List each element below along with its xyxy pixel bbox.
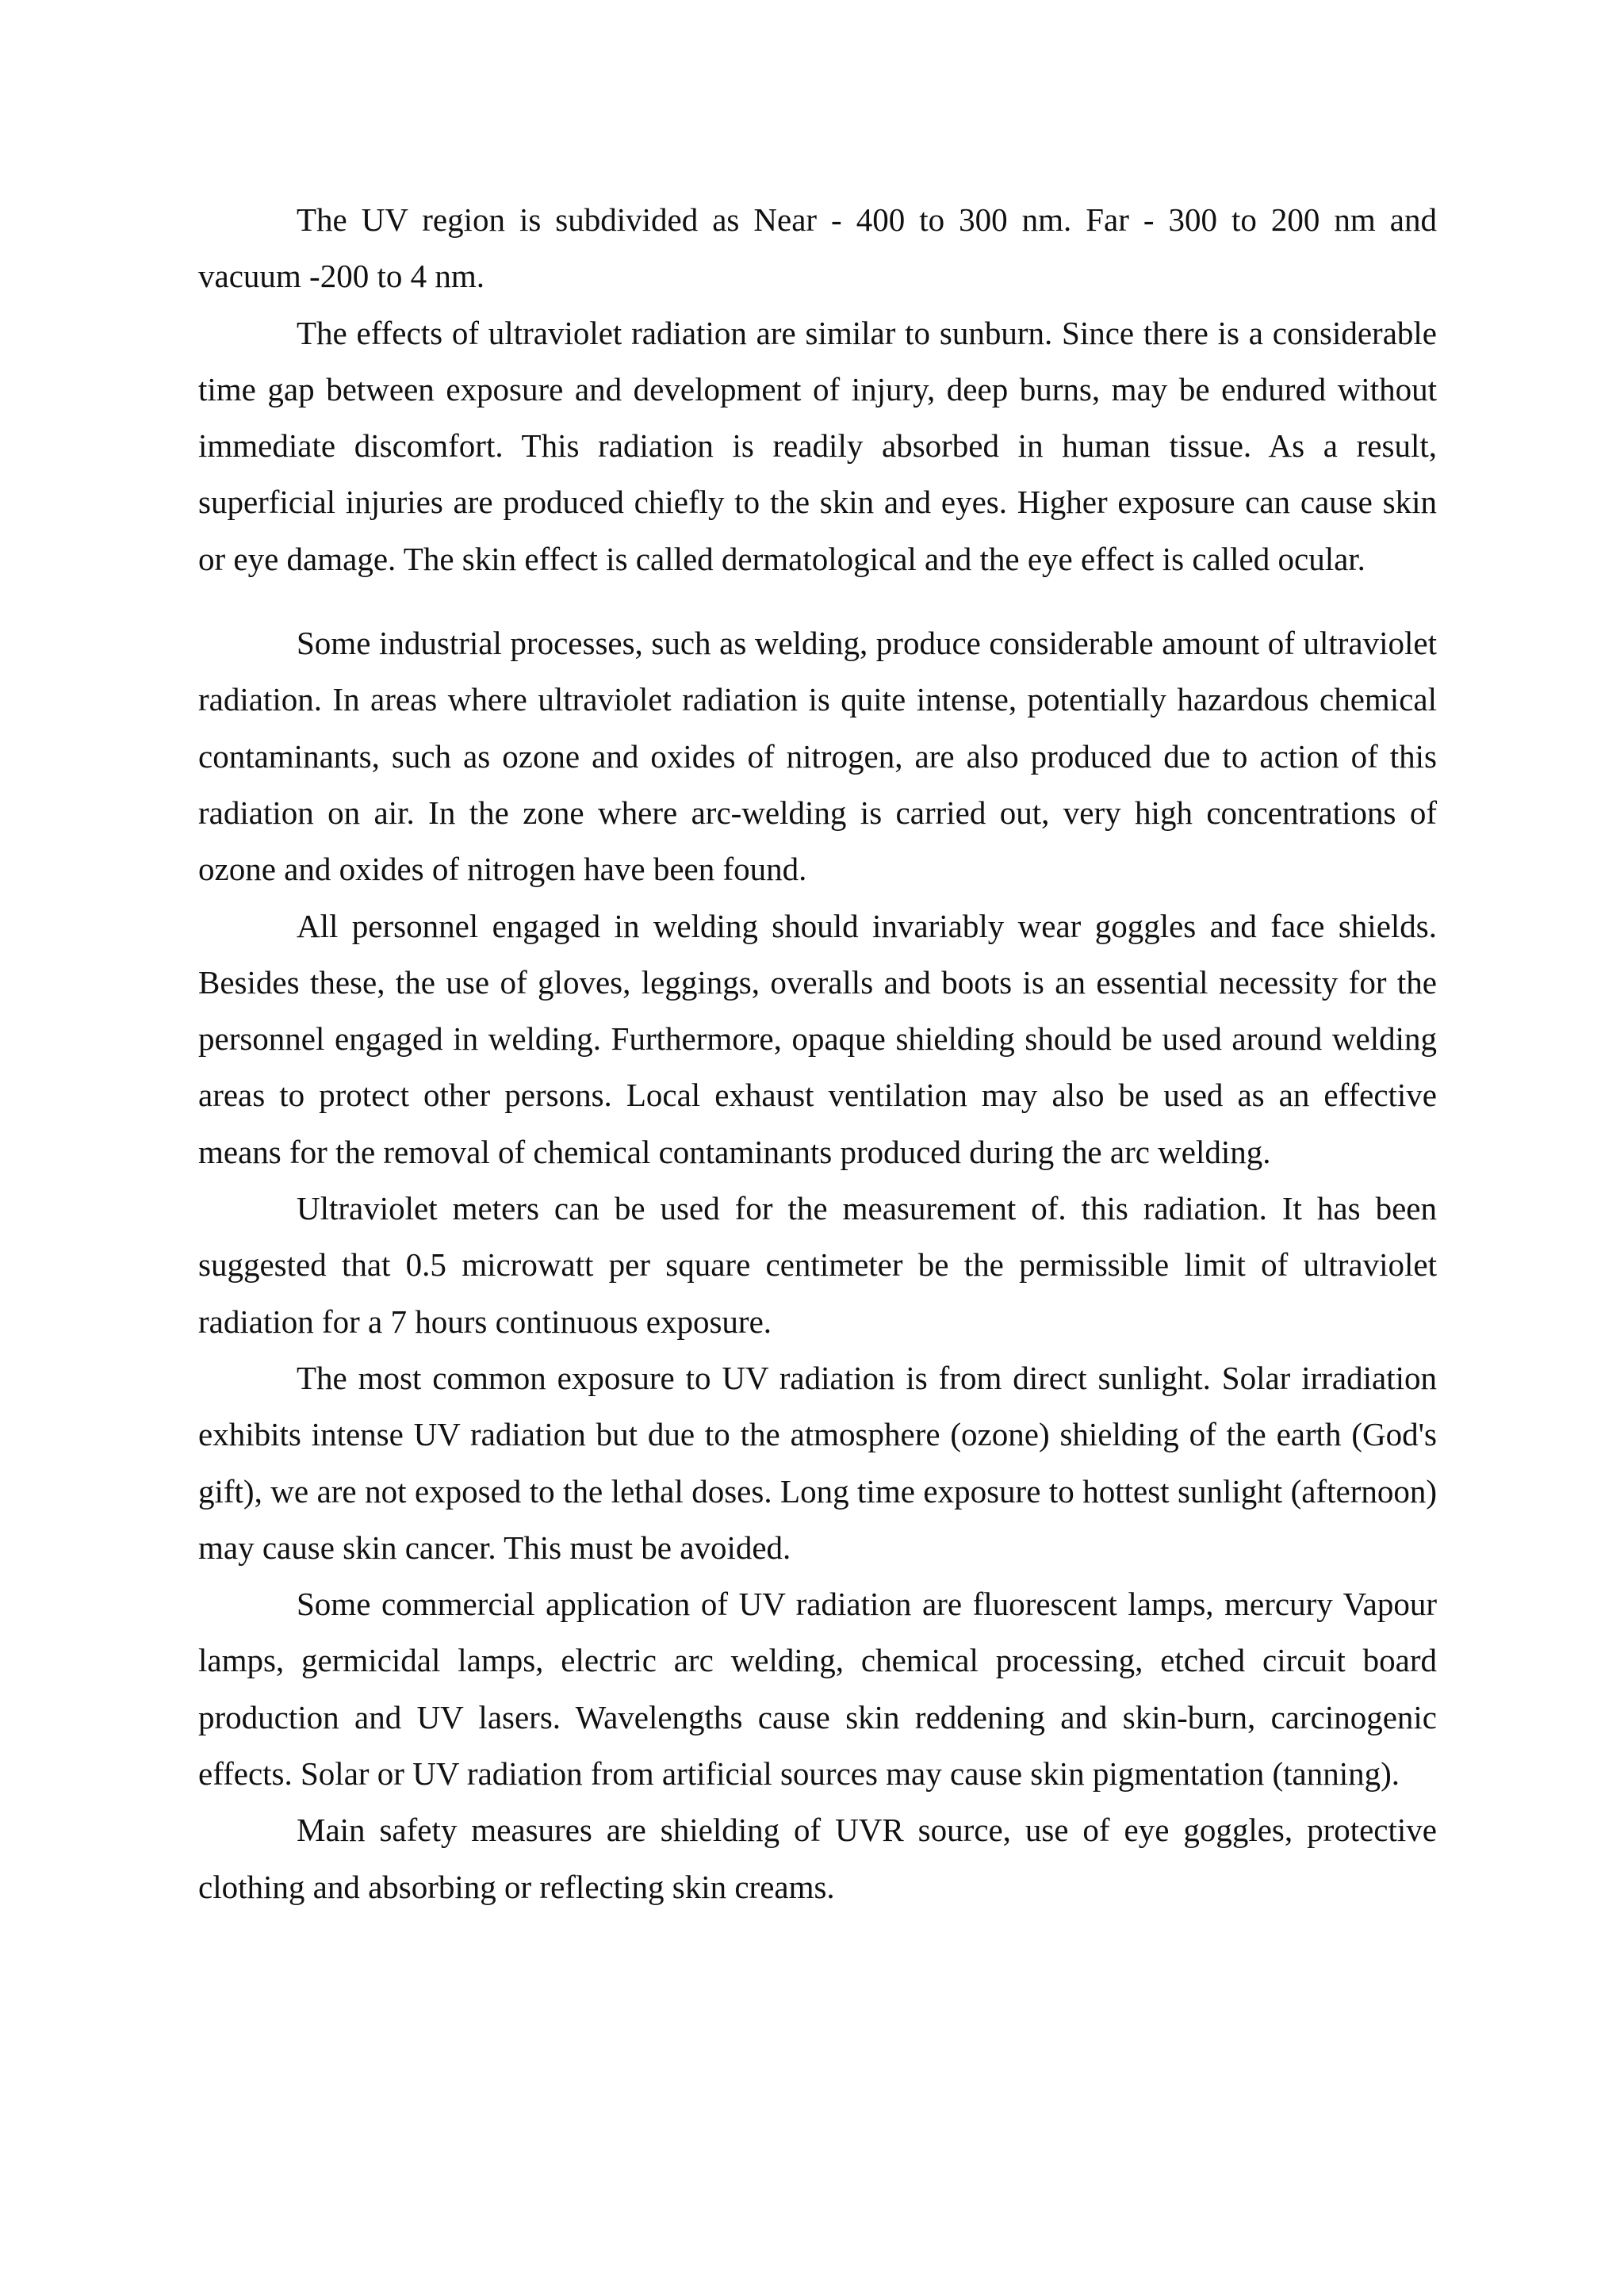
paragraph-uv-subdivisions: The UV region is subdivided as Near - 400 to 300 nm. Far - 300 to 200 nm and vacuum -200 to 4 nm. — [198, 201, 1437, 295]
paragraph-uv-effects: The effects of ultraviolet radiation are similar to sunburn. Since there is a considerable time gap between exposure and development of injury, deep burns, may be endured without immediate discomfort. This radiation is readily absorbed in human tissue. As a result, superficial injuries are produced chiefly to the skin and eyes. Higher exposure can cause skin or eye damage. The skin effect is called dermatological and the eye effect is called ocular. — [198, 314, 1437, 577]
paragraph-commercial-applications: Some commercial application of UV radiation are fluorescent lamps, mercury Vapour lamps, germicidal lamps, electric arc welding, chemical processing, etched circuit board production and UV lasers. Wavelengths cause skin reddening and skin-burn, carcinogenic effects. Solar or UV radiation from artificial sources may cause skin pigmentation (tanning). — [198, 1586, 1437, 1793]
paragraph-uv-meters: Ultraviolet meters can be used for the measurement of. this radiation. It has been suggested that 0.5 microwatt per square centimeter be the permissible limit of ultraviolet radiation for a 7 hours continuous exposure. — [198, 1190, 1437, 1340]
paragraph-sunlight-exposure: The most common exposure to UV radiation is from direct sunlight. Solar irradiation exhibits intense UV radiation but due to the atmosphere (ozone) shielding of the earth (God's gift), we are not exposed to the lethal doses. Long time exposure to hottest sunlight (afternoon) may cause skin cancer. This must be avoided. — [198, 1359, 1437, 1566]
paragraph-industrial-processes: Some industrial processes, such as welding, produce considerable amount of ultraviolet radiation. In areas where ultraviolet radiation is quite intense, potentially hazardous chemical contaminants, such as ozone and oxides of nitrogen, are also produced due to action of this radiation on air. In the zone where arc-welding is carried out, very high concentrations of ozone and oxides of nitrogen have been found. — [198, 625, 1437, 888]
paragraph-welding-protection: All personnel engaged in welding should invariably wear goggles and face shields. Besides these, the use of gloves, leggings, overalls and boots is an essential necessity for the personnel engaged in welding. Furthermore, opaque shielding should be used around welding areas to protect other persons. Local exhaust ventilation may also be used as an effective means for the removal of chemical contaminants produced during the arc welding. — [198, 907, 1437, 1170]
paragraph-safety-measures: Main safety measures are shielding of UVR source, use of eye goggles, protective clothing and absorbing or reflecting skin creams. — [198, 1812, 1437, 1905]
document-body — [198, 192, 1437, 1915]
